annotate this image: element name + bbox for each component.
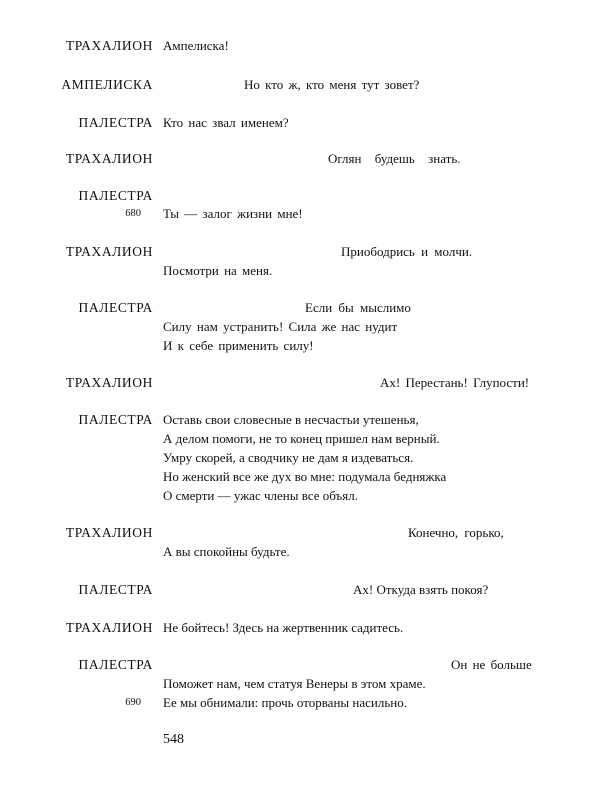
verse-line: Но кто ж, кто меня тут зовет? (244, 77, 420, 92)
speaker-trachalion: ТРАХАЛИОН (65, 244, 153, 259)
verse-line: Ее мы обнимали: прочь оторваны насильно. (163, 695, 407, 710)
verse-line: Но женский все же дух во мне: подумала бедняжка (163, 469, 447, 484)
verse-line: Умру скорей, а сводчику не дам я издеваться. (163, 450, 414, 465)
line-number: 680 (125, 208, 141, 219)
verse-line: Ампелиска! (163, 38, 229, 53)
verse-line: Ах! Перестань! Глупости! (380, 375, 530, 390)
speaker-ampeliska: АМПЕЛИСКА (61, 77, 153, 92)
verse-line: Кто нас звал именем? (163, 115, 289, 130)
verse-line: Силу нам устранить! Сила же нас нудит (163, 319, 398, 334)
verse-line: А делом помоги, не то конец пришел нам верный. (163, 431, 440, 446)
verse-line: Оглян будешь знать. (328, 151, 461, 166)
speaker-trachalion: ТРАХАЛИОН (65, 38, 153, 53)
speaker-palestra: ПАЛЕСТРА (78, 115, 153, 130)
speaker-trachalion: ТРАХАЛИОН (65, 151, 153, 166)
speaker-palestra: ПАЛЕСТРА (78, 188, 153, 203)
verse-line: Ах! Откуда взять покоя? (353, 582, 489, 597)
verse-line: Он не больше (451, 657, 532, 672)
verse-line: Не бойтесь! Здесь на жертвенник садитесь. (163, 620, 404, 635)
speaker-palestra: ПАЛЕСТРА (78, 582, 153, 597)
speaker-trachalion: ТРАХАЛИОН (65, 375, 153, 390)
speaker-trachalion: ТРАХАЛИОН (65, 525, 153, 540)
speaker-trachalion: ТРАХАЛИОН (65, 620, 153, 635)
line-number: 690 (125, 697, 141, 708)
verse-line: Ты — залог жизни мне! (163, 206, 303, 221)
verse-line: Поможет нам, чем статуя Венеры в этом храме. (163, 676, 426, 691)
verse-line: Конечно, горько, (408, 525, 504, 540)
verse-line: Посмотри на меня. (163, 263, 273, 278)
page-number: 548 (163, 732, 184, 747)
speaker-palestra: ПАЛЕСТРА (78, 412, 153, 427)
speaker-palestra: ПАЛЕСТРА (78, 657, 153, 672)
verse-line: Приободрись и молчи. (341, 244, 473, 259)
verse-line: Если бы мыслимо (305, 300, 411, 315)
verse-line: А вы спокойны будьте. (163, 544, 290, 559)
verse-line: О смерти — ужас члены все объял. (163, 488, 358, 503)
speaker-palestra: ПАЛЕСТРА (78, 300, 153, 315)
verse-line: И к себе применить силу! (163, 338, 314, 353)
verse-line: Оставь свои словесные в несчастьи утешенья, (163, 412, 419, 427)
